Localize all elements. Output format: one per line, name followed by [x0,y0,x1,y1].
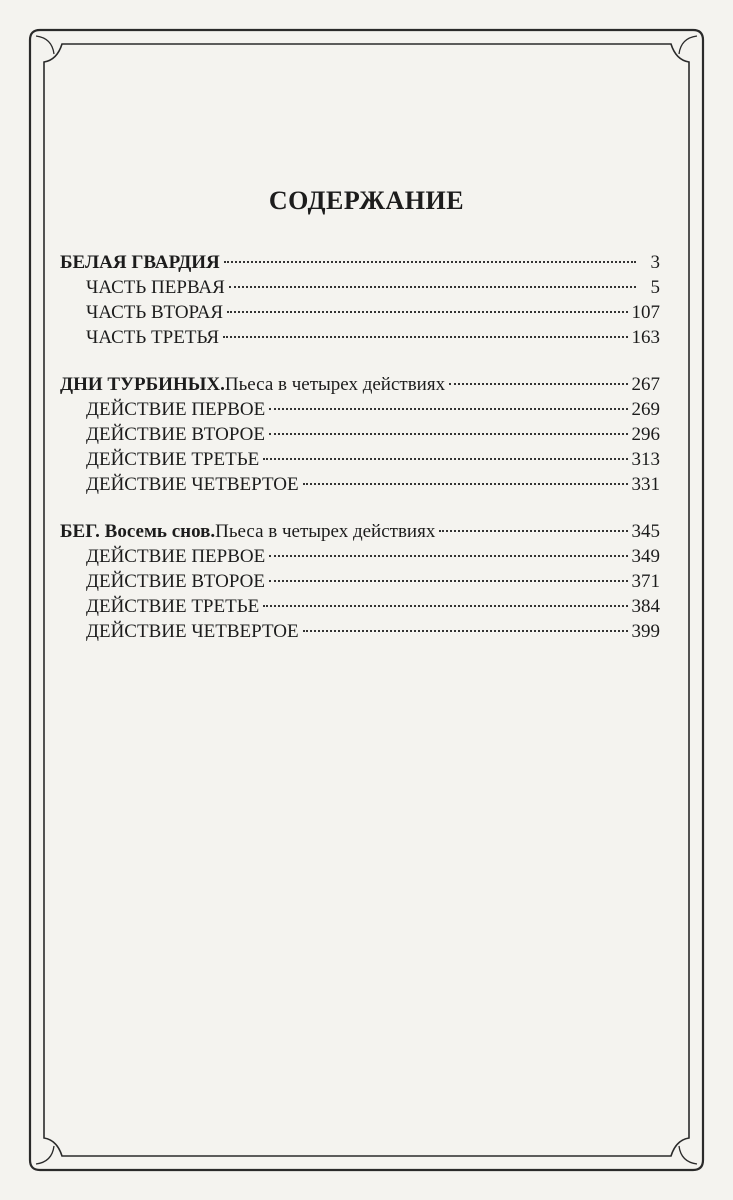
toc-page-number: 345 [631,521,660,542]
toc-entry-subtitle: Пьеса в четырех действиях [215,521,436,542]
table-of-contents [60,252,660,668]
toc-entry [60,521,660,546]
toc-subentry [60,424,660,449]
toc-entry-subtitle: Пьеса в четырех действиях [224,374,446,395]
toc-page-number: 163 [631,327,660,348]
toc-section [60,374,660,499]
toc-subentry-label: ДЕЙСТВИЕ ТРЕТЬЕ [86,596,260,617]
leader-dots [303,630,628,632]
toc-page-number: 384 [631,596,660,617]
toc-subentry [60,449,660,474]
leader-dots [263,605,627,607]
toc-page-number: 267 [631,374,660,395]
toc-subentry-label: ДЕЙСТВИЕ ЧЕТВЕРТОЕ [86,621,299,642]
leader-dots [303,483,628,485]
page-title: СОДЕРЖАНИЕ [268,186,465,215]
leader-dots [439,530,627,532]
toc-page-number: 349 [631,546,660,567]
toc-subentry-label: ДЕЙСТВИЕ ВТОРОЕ [86,424,265,445]
toc-subentry-label: ДЕЙСТВИЕ ВТОРОЕ [86,571,265,592]
toc-subentry [60,327,660,352]
toc-entry-title: БЕГ. Восемь снов. [60,521,216,542]
leader-dots [449,383,627,385]
show-through-texture [120,640,613,1060]
toc-page-number: 107 [631,302,660,323]
toc-subentry-label: ЧАСТЬ ТРЕТЬЯ [86,327,220,348]
toc-page-number: 296 [631,424,660,445]
toc-page-number: 371 [631,571,660,592]
toc-subentry [60,546,660,571]
toc-subentry [60,621,660,646]
toc-entry-title: БЕЛАЯ ГВАРДИЯ [60,252,220,273]
toc-subentry [60,399,660,424]
toc-subentry-label: ДЕЙСТВИЕ ПЕРВОЕ [86,399,266,420]
toc-subentry-label: ЧАСТЬ ПЕРВАЯ [86,277,225,298]
leader-dots [227,311,627,313]
toc-subentry-label: ДЕЙСТВИЕ ТРЕТЬЕ [86,449,260,470]
toc-subentry-label: ДЕЙСТВИЕ ПЕРВОЕ [86,546,266,567]
toc-subentry [60,596,660,621]
leader-dots [269,433,628,435]
toc-subentry [60,302,660,327]
toc-page-number: 5 [650,277,660,298]
leader-dots [229,286,636,288]
leader-dots [224,261,636,263]
toc-entry [60,252,660,277]
toc-page-number: 269 [631,399,660,420]
toc-section [60,521,660,646]
toc-page-number: 399 [631,621,660,642]
toc-subentry-label: ДЕЙСТВИЕ ЧЕТВЕРТОЕ [86,474,299,495]
leader-dots [269,555,627,557]
toc-page-number: 3 [650,252,660,273]
toc-subentry [60,277,660,302]
toc-subentry [60,571,660,596]
toc-entry [60,374,660,399]
toc-page-number: 331 [631,474,660,495]
toc-section [60,252,660,352]
leader-dots [223,336,627,338]
leader-dots [263,458,627,460]
leader-dots [269,580,628,582]
leader-dots [269,408,627,410]
toc-subentry-label: ЧАСТЬ ВТОРАЯ [86,302,224,323]
toc-page-number: 313 [631,449,660,470]
toc-subentry [60,474,660,499]
toc-entry-title: ДНИ ТУРБИНЫХ. [60,374,225,395]
